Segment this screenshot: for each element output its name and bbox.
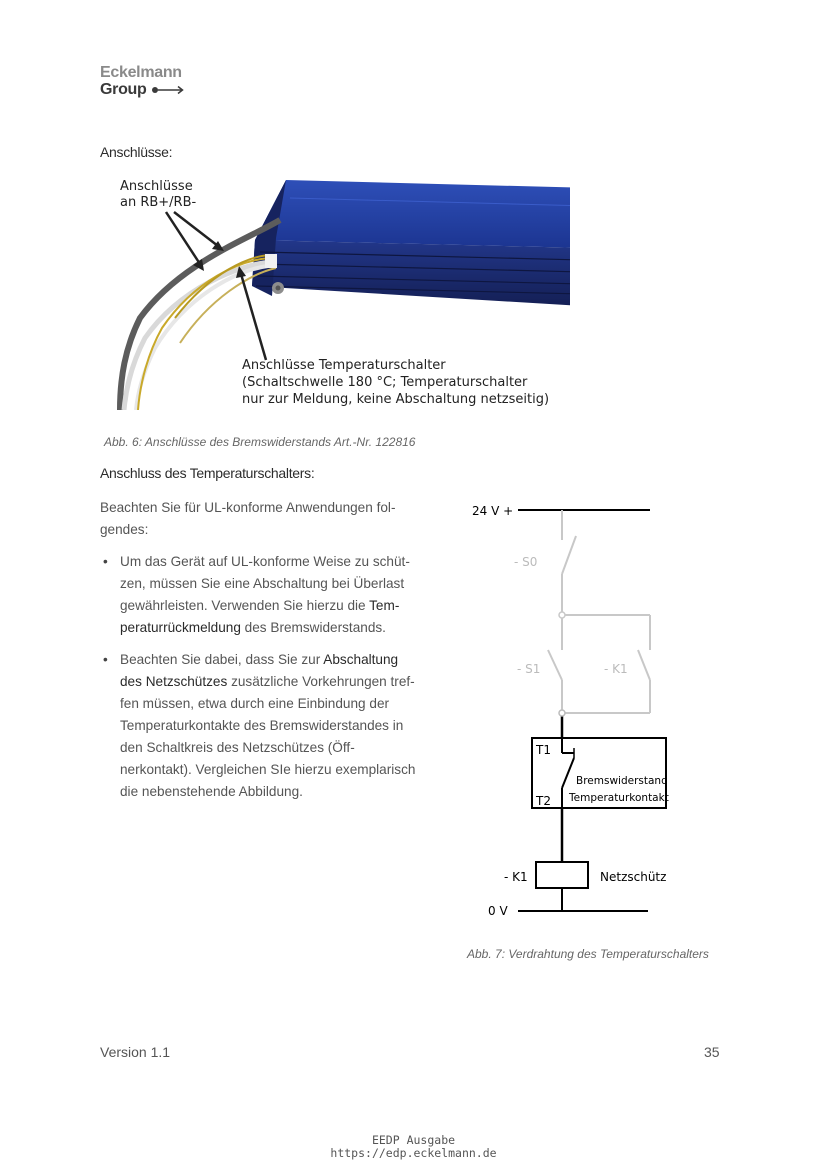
photo-label-rb-1: Anschlüsse — [120, 179, 193, 194]
bullet1-line4 — [120, 617, 430, 639]
ground-label: 0 V — [488, 904, 508, 918]
intro-line1: Beachten Sie für UL-konforme Anwendungen fol- — [100, 500, 396, 515]
supply-label: 24 V + — [472, 504, 514, 518]
photo-label-temp-1: Anschlüsse Temperaturschalter — [242, 358, 446, 373]
stamp-url: https://edp.eckelmann.de — [330, 1146, 497, 1160]
bullet1-line3a: gewährleisten. Verwenden Sie hierzu die — [120, 598, 370, 613]
bullet-item-1 — [100, 551, 430, 639]
bullet2-line6: nerkontakt). Vergleichen SIe hierzu exemplarisch — [120, 762, 416, 777]
bullet2-line1 — [120, 649, 430, 671]
bullet1-line1: • Um das Gerät auf UL-konforme Weise zu schüt- — [120, 554, 410, 569]
photo-label-temp-3: nur zur Meldung, keine Abschaltung netzseitig) — [242, 392, 550, 407]
bullet2-line5: den Schaltkreis des Netzschützes (Öff- — [120, 740, 355, 755]
photo-label-temp-2: (Schaltschwelle 180 °C; Temperaturschalter — [242, 375, 528, 390]
bullet2-line4: Temperaturkontakte des Bremswiderstandes in — [120, 718, 404, 733]
footer-version: Version 1.1 — [100, 1044, 171, 1060]
figure6-caption: Abb. 6: Anschlüsse des Bremswiderstands Art.-Nr. 122816 — [104, 435, 416, 449]
s0-label: - S0 — [514, 555, 538, 569]
bullet2-line7: die nebenstehende Abbildung. — [120, 784, 303, 799]
bullet1-highlight-b: peraturrückmeldung — [120, 620, 241, 635]
bullet2-highlight-a: Abschaltung — [323, 652, 399, 667]
intro-line2: gendes: — [100, 522, 149, 537]
k1-contact-label: - K1 — [604, 662, 628, 676]
bullet-item-2 — [100, 649, 430, 803]
box-label-1: Bremswiderstand — [576, 775, 668, 787]
bullet2-line2b: zusätzliche Vorkehrungen tref- — [227, 674, 415, 689]
edition-stamp — [0, 1134, 827, 1160]
bullet1-line2: zen, müssen Sie eine Abschaltung bei Überlast — [120, 576, 405, 591]
bullet2-highlight-b: des Netzschützes — [120, 674, 228, 689]
section-title: Anschlüsse: — [100, 144, 173, 160]
k1-coil-label: - K1 — [504, 870, 528, 884]
wiring-schematic — [460, 490, 720, 930]
subsection-title: Anschluss des Temperaturschalters: — [100, 465, 315, 481]
bullet2-line3: fen müssen, etwa durch eine Einbindung der — [120, 696, 390, 711]
logo-line1: Eckelmann — [100, 64, 182, 81]
company-logo — [100, 64, 185, 98]
footer-page-number: 35 — [704, 1044, 720, 1060]
t2-label: T2 — [536, 794, 551, 808]
body-text — [100, 497, 430, 813]
arrow-icon — [151, 85, 185, 95]
bullet2-line1a: Beachten Sie dabei, dass Sie zur — [120, 652, 324, 667]
bullet1-line4b: des Bremswiderstands. — [240, 620, 386, 635]
logo-line2: Group — [100, 81, 147, 98]
stamp-line1: EEDP Ausgabe — [371, 1133, 456, 1147]
box-label-2: Temperaturkontakt — [569, 792, 669, 804]
s1-label: - S1 — [517, 662, 541, 676]
t1-label: T1 — [536, 743, 551, 757]
figure7-caption: Abb. 7: Verdrahtung des Temperaturschalters — [467, 947, 709, 961]
photo-label-rb-2: an RB+/RB- — [120, 195, 197, 210]
coil-name-label: Netzschütz — [600, 870, 667, 884]
bullet2-line2 — [120, 671, 430, 693]
bullet1-highlight-a: Tem- — [369, 598, 400, 613]
brake-resistor-photo — [100, 168, 570, 410]
bullet1-line3 — [120, 595, 430, 617]
